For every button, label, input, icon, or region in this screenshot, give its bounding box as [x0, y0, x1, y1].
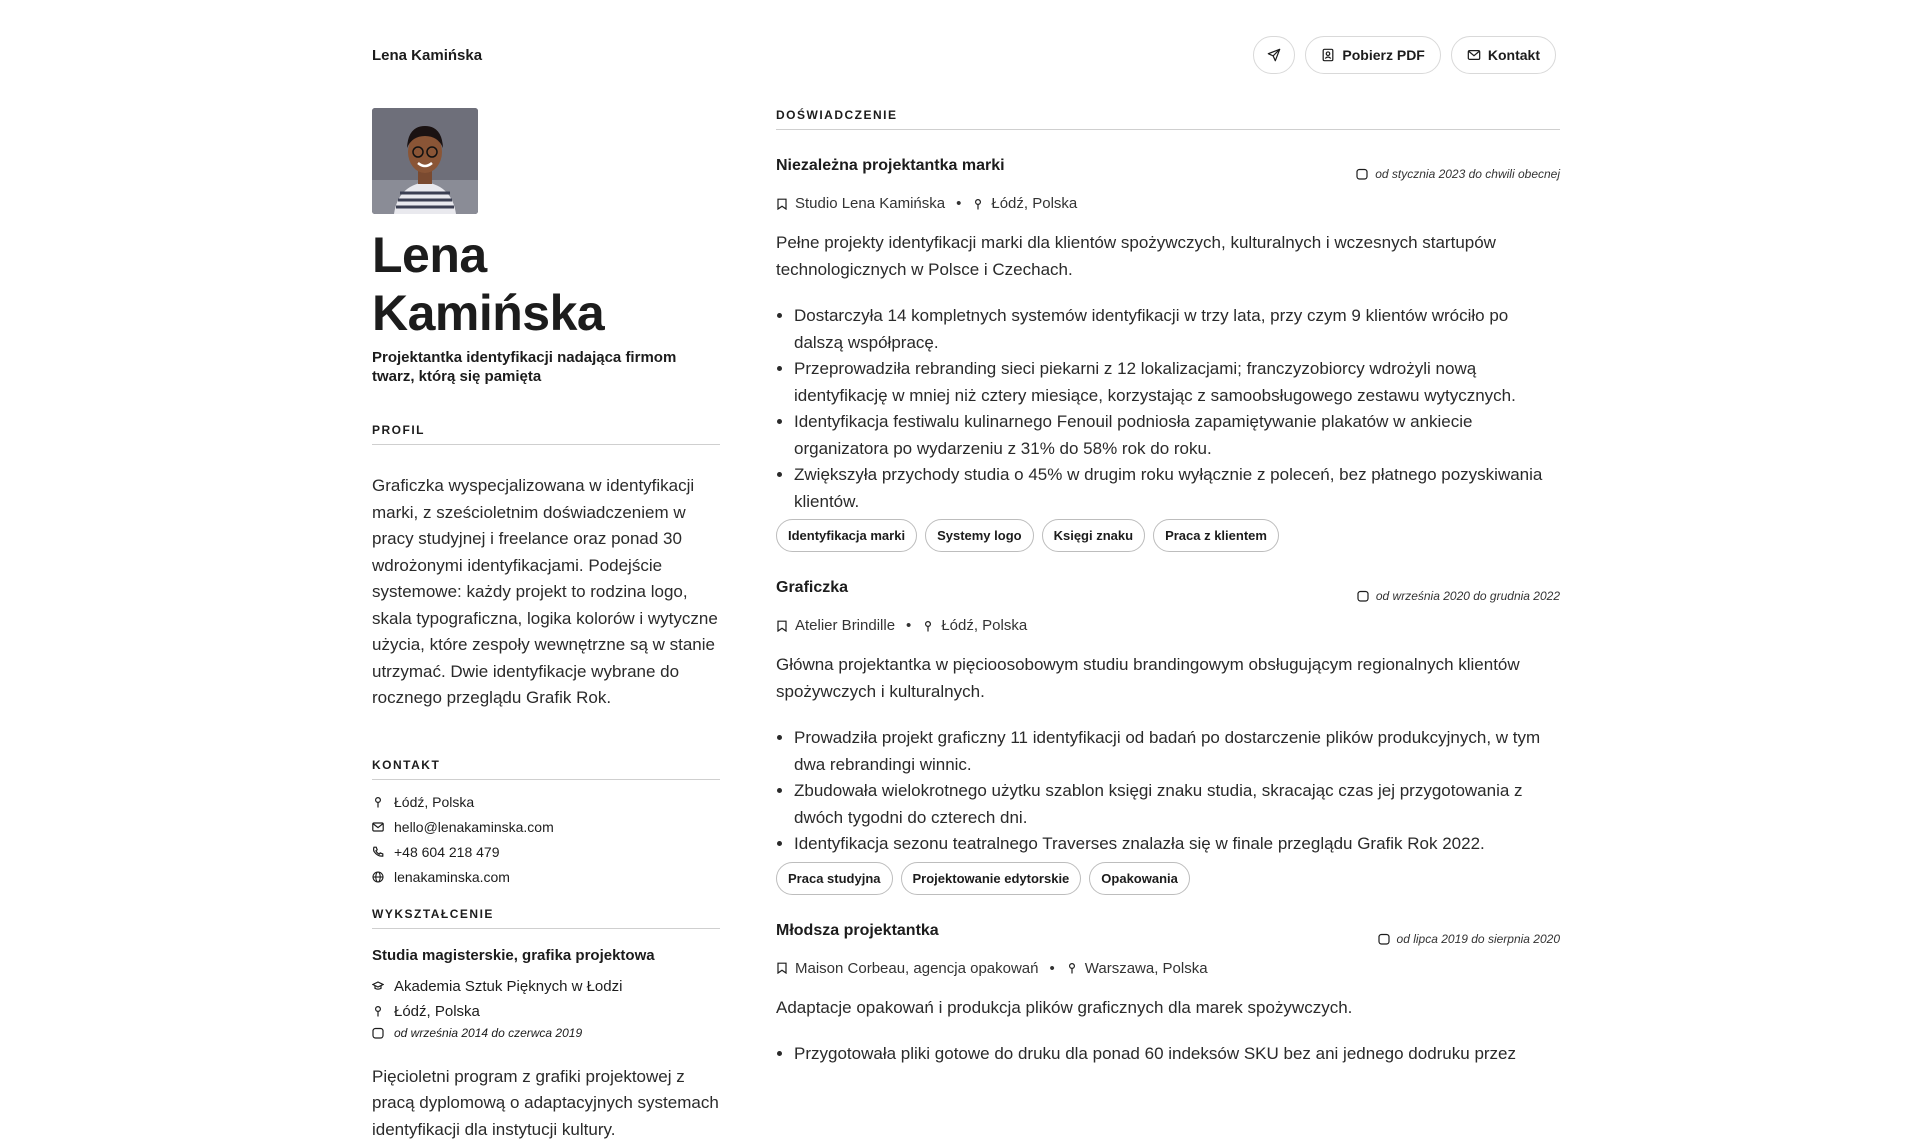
job-title: Młodsza projektantka [776, 922, 939, 940]
job-company: Maison Corbeau, agencja opakowań [795, 960, 1039, 977]
achievement-item: • Przeprowadziła rebranding sieci piekarni z 12 lokalizacjami; franczyzobiorcy wdrożyli nową identyfikację w mniej niż cztery miesiące, korzystając z samoobsługowego zestawu wytycznych. [794, 356, 1560, 409]
skill-tag: Praca studyjna [776, 862, 893, 895]
pin-icon [1066, 962, 1078, 974]
mail-icon [372, 821, 384, 833]
contact-location [372, 790, 720, 815]
job-header [776, 579, 1560, 603]
person-tagline: Projektantka identyfikacji nadająca firmom twarz, którą się pamięta [372, 348, 702, 386]
job-dates [1357, 589, 1560, 603]
send-icon [1267, 48, 1281, 62]
job-achievements [776, 1041, 1560, 1068]
meta-separator: • [956, 195, 961, 212]
download-pdf-label: Pobierz PDF [1342, 47, 1424, 63]
header-actions [1253, 36, 1556, 74]
job-summary: Adaptacje opakowań i produkcja plików graficznych dla marek spożywczych. [776, 995, 1560, 1022]
job-company: Atelier Brindille [795, 617, 895, 634]
achievement-item: • Identyfikacja sezonu teatralnego Traverses znalazła się w finale przeglądu Grafik Rok 2022. [794, 831, 1560, 858]
job-header [776, 157, 1560, 181]
pin-icon [372, 1005, 384, 1017]
calendar-icon [372, 1027, 384, 1039]
skill-tag: Opakowania [1089, 862, 1190, 895]
skill-tag: Identyfikacja marki [776, 519, 917, 552]
graduation-cap-icon [372, 980, 384, 992]
contact-website-text: lenakaminska.com [394, 869, 510, 885]
job-achievements [776, 725, 1560, 858]
bookmark-icon [776, 962, 788, 974]
meta-separator: • [1050, 960, 1055, 977]
job-dates-text: od lipca 2019 do sierpnia 2020 [1397, 932, 1560, 946]
brand-name: Lena Kamińska [372, 47, 482, 64]
job-title: Niezależna projektantka marki [776, 157, 1005, 175]
calendar-icon [1378, 933, 1390, 945]
contact-button-label: Kontakt [1488, 47, 1540, 63]
achievement-item: • Identyfikacja festiwalu kulinarnego Fenouil podniosła zapamiętywanie plakatów w ankiecie organizatora po wydarzeniu z 31% do 58% rok do roku. [794, 409, 1560, 462]
bookmark-icon [776, 620, 788, 632]
pin-icon [922, 620, 934, 632]
achievement-item: • Dostarczyła 14 kompletnych systemów identyfikacji w trzy lata, przy czym 9 klientów wróciło po dalszą współpracę. [794, 303, 1560, 356]
education-location [372, 999, 720, 1024]
calendar-icon [1357, 590, 1369, 602]
skill-tag: Systemy logo [925, 519, 1034, 552]
contact-section-heading: KONTAKT [372, 758, 720, 780]
skill-tag: Praca z klientem [1153, 519, 1279, 552]
job-summary: Główna projektantka w pięcioosobowym studiu brandingowym obsługującym regionalnych klientów spożywczych i kulturalnych. [776, 652, 1560, 705]
education-school-text: Akademia Sztuk Pięknych w Łodzi [394, 978, 622, 995]
job-tags [776, 862, 1560, 895]
education-location-text: Łódź, Polska [394, 1003, 480, 1020]
job-dates [1378, 932, 1560, 946]
job-location: Warszawa, Polska [1085, 960, 1208, 977]
top-bar [372, 34, 1556, 76]
calendar-icon [1356, 168, 1368, 180]
sidebar-column [372, 108, 720, 1143]
contact-list [372, 790, 720, 890]
achievement-item: • Zbudowała wielokrotnego użytku szablon księgi znaku studia, skracając czas jej przygotowania z dwóch tygodni do czterech dni. [794, 778, 1560, 831]
skill-tag: Projektowanie edytorskie [901, 862, 1082, 895]
share-button[interactable] [1253, 36, 1295, 74]
job-location: Łódź, Polska [991, 195, 1077, 212]
profile-photo [372, 108, 478, 214]
job-meta [776, 617, 1560, 634]
meta-separator: • [906, 617, 911, 634]
job-meta [776, 195, 1560, 212]
pin-icon [972, 198, 984, 210]
contact-email[interactable] [372, 815, 720, 840]
achievement-item: • Prowadziła projekt graficzny 11 identyfikacji od badań po dostarczenie plików produkcyjnych, w tym dwa rebrandingi winnic. [794, 725, 1560, 778]
job-tags [776, 519, 1560, 552]
education-dates [372, 1024, 720, 1042]
job-meta [776, 960, 1560, 977]
job-title: Graficzka [776, 579, 848, 597]
education-degree: Studia magisterskie, grafika projektowa [372, 947, 720, 964]
experience-section-heading: DOŚWIADCZENIE [776, 108, 1560, 130]
contact-email-text: hello@lenakaminska.com [394, 819, 554, 835]
document-person-icon [1321, 48, 1335, 62]
achievement-item: • Przygotowała pliki gotowe do druku dla ponad 60 indeksów SKU bez ani jednego dodruku przez [794, 1041, 1560, 1068]
download-pdf-button[interactable] [1305, 36, 1440, 74]
job-achievements [776, 303, 1560, 515]
contact-website[interactable] [372, 865, 720, 890]
job-company: Studio Lena Kamińska [795, 195, 945, 212]
person-name: Lena Kamińska [372, 226, 720, 342]
education-section-heading: WYKSZTAŁCENIE [372, 907, 720, 929]
mail-icon [1467, 48, 1481, 62]
job-location: Łódź, Polska [941, 617, 1027, 634]
achievement-item: • Zwiększyła przychody studia o 45% w drugim roku wyłącznie z poleceń, bez płatnego pozyskiwania klientów. [794, 462, 1560, 515]
contact-phone-text: +48 604 218 479 [394, 844, 500, 860]
education-school [372, 974, 720, 999]
contact-phone[interactable] [372, 840, 720, 865]
skill-tag: Księgi znaku [1042, 519, 1145, 552]
education-dates-text: od września 2014 do czerwca 2019 [394, 1026, 582, 1040]
main-column [776, 108, 1560, 1068]
job-entry [776, 922, 1560, 1068]
job-dates [1356, 167, 1560, 181]
job-entry [776, 157, 1560, 552]
job-dates-text: od stycznia 2023 do chwili obecnej [1375, 167, 1560, 181]
contact-button[interactable] [1451, 36, 1556, 74]
job-header [776, 922, 1560, 946]
phone-icon [372, 846, 384, 858]
profile-section-heading: PROFIL [372, 423, 720, 445]
bookmark-icon [776, 198, 788, 210]
job-summary: Pełne projekty identyfikacji marki dla klientów spożywczych, kulturalnych i wczesnych startupów technologicznych w Polsce i Czechach. [776, 230, 1560, 283]
profile-summary: Graficzka wyspecjalizowana w identyfikacji marki, z sześcioletnim doświadczeniem w pracy studyjnej i freelance oraz ponad 30 wdrożonymi identyfikacjami. Podejście systemowe: każdy projekt to rodzina logo, skala typograficzna, logika kolorów i wytyczne użycia, które zespoły wewnętrzne są w stanie utrzymać. Dwie identyfikacje wybrane do rocznego przeglądu Grafik Rok. [372, 473, 720, 712]
pin-icon [372, 796, 384, 808]
contact-location-text: Łódź, Polska [394, 794, 474, 810]
job-entry [776, 579, 1560, 895]
globe-icon [372, 871, 384, 883]
job-dates-text: od września 2020 do grudnia 2022 [1376, 589, 1560, 603]
education-description: Pięcioletni program z grafiki projektowej z pracą dyplomową o adaptacyjnych systemach identyfikacji dla instytucji kultury. [372, 1064, 720, 1143]
